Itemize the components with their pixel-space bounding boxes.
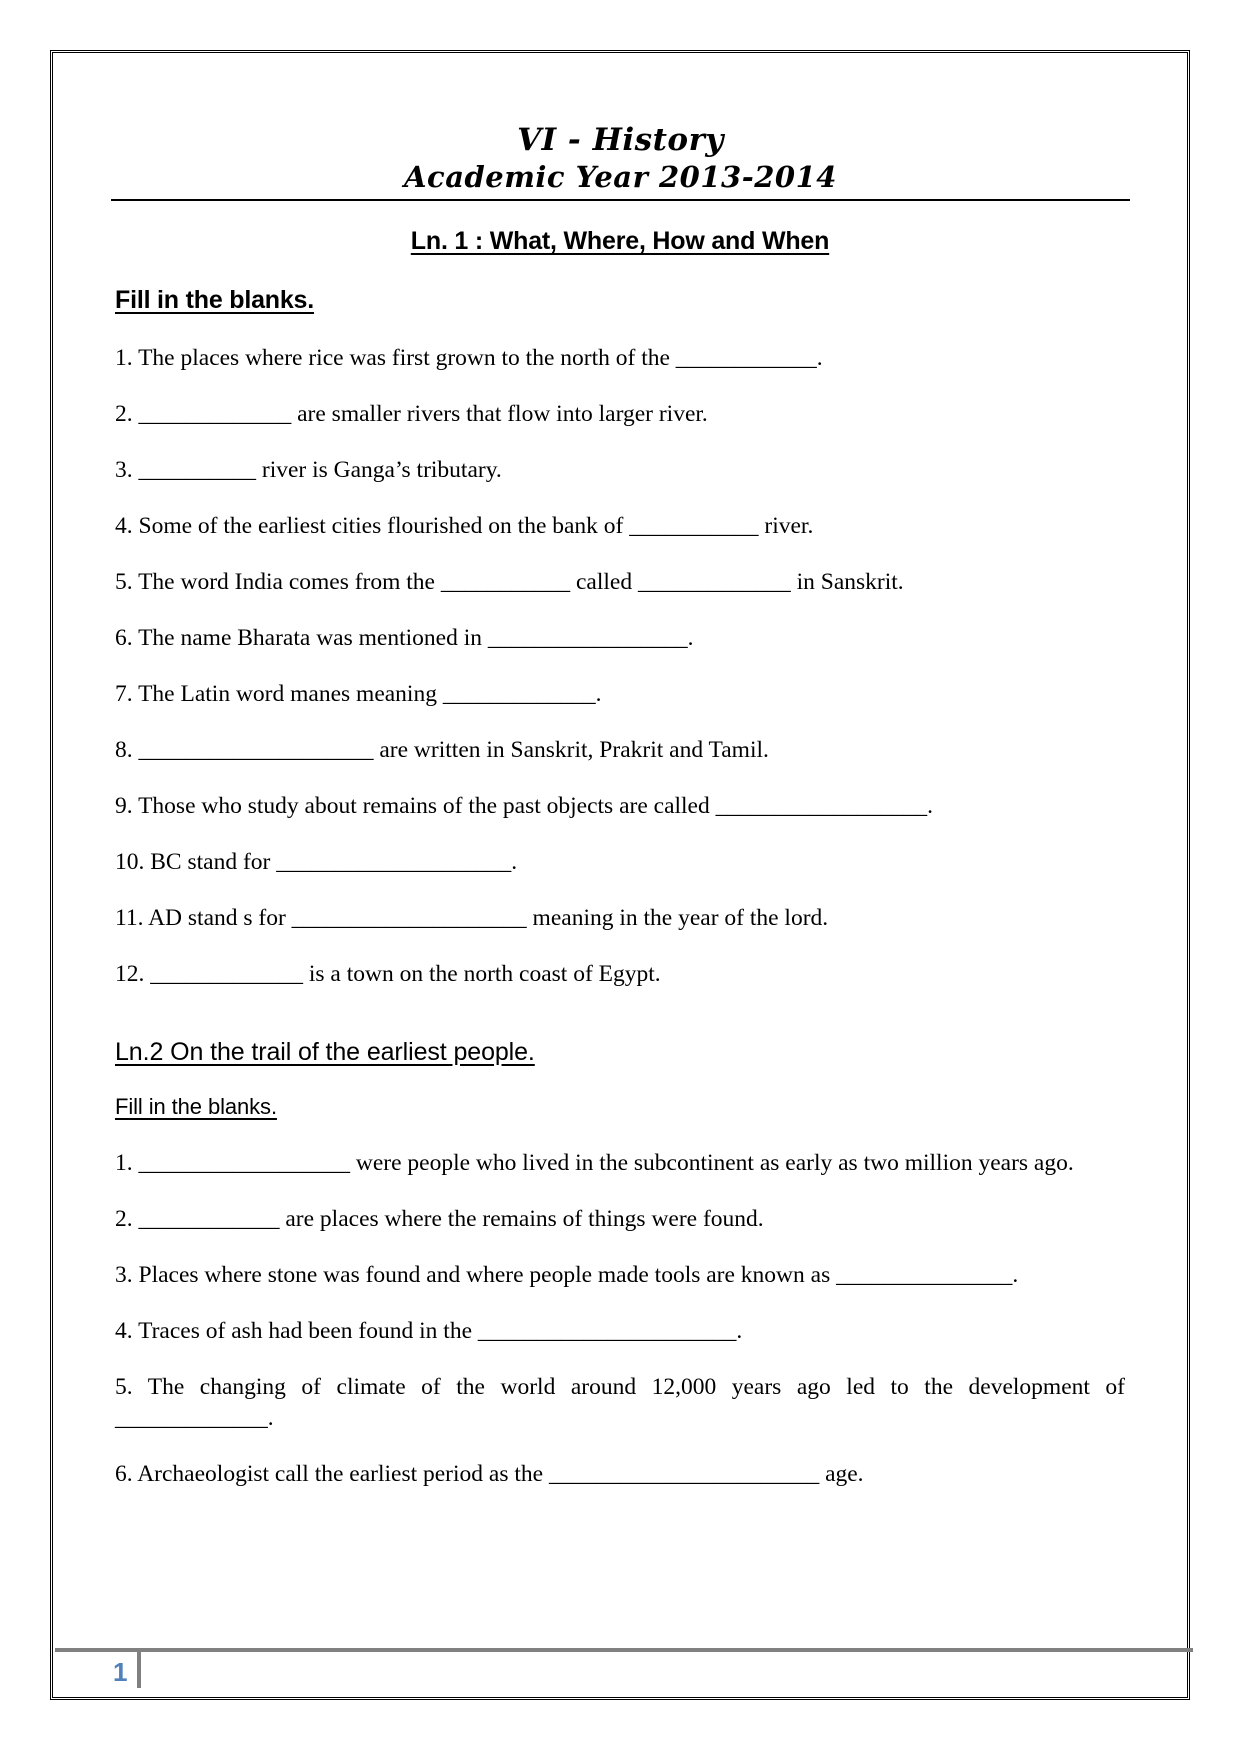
question-item: 2. ____________ are places where the remains of things were found. <box>115 1206 764 1233</box>
page-footer <box>55 1648 1193 1692</box>
question-item: 12. _____________ is a town on the north coast of Egypt. <box>115 961 661 988</box>
lesson1-question-list <box>115 343 1125 990</box>
lesson1-section-label-text: Fill in the blanks. <box>115 286 315 315</box>
page-content <box>60 62 1180 1688</box>
question-item: 9. Those who study about remains of the past objects are called __________________. <box>115 793 933 820</box>
question-item: 3. Places where stone was found and where people made tools are known as _______________. <box>115 1262 1019 1289</box>
question-item: 6. The name Bharata was mentioned in _________________. <box>115 625 694 652</box>
question-item: 1. __________________ were people who lived in the subcontinent as early as two million years ago. <box>115 1150 1074 1177</box>
lesson2-heading <box>115 1038 1125 1067</box>
question-item: 2. _____________ are smaller rivers that flow into larger river. <box>115 401 708 428</box>
question-item: 5. The word India comes from the ___________ called _____________ in Sanskrit. <box>115 569 904 596</box>
lesson2-section-label-text: Fill in the blanks. <box>115 1094 277 1120</box>
lesson2-section-label <box>115 1094 1125 1120</box>
lesson2-question-list <box>115 1148 1125 1490</box>
question-item: 4. Traces of ash had been found in the ______________________. <box>115 1318 743 1345</box>
lesson1-section-label <box>115 286 1125 315</box>
document-header <box>111 122 1130 201</box>
lesson1-heading <box>115 227 1125 256</box>
question-item: 8. ____________________ are written in Sanskrit, Prakrit and Tamil. <box>115 737 769 764</box>
question-item: 7. The Latin word manes meaning _____________. <box>115 681 602 708</box>
lesson2-heading-text: Ln.2 On the trail of the earliest people. <box>115 1038 535 1067</box>
question-item: 5. The changing of climate of the world around 12,000 years ago led to the development of _____________. <box>115 1374 1125 1432</box>
question-item: 3. __________ river is Ganga’s tributary. <box>115 457 502 484</box>
footer-content <box>55 1652 1193 1692</box>
question-item: 11. AD stand s for ____________________ meaning in the year of the lord. <box>115 905 829 932</box>
question-item: 6. Archaeologist call the earliest period as the _______________________ age. <box>115 1461 864 1488</box>
page-number: 1 <box>113 1656 128 1687</box>
question-item: 1. The places where rice was first grown to the north of the ____________. <box>115 345 823 372</box>
document-title-academic-year: Academic Year 2013-2014 <box>404 159 837 194</box>
question-item: 4. Some of the earliest cities flourished on the bank of ___________ river. <box>115 513 814 540</box>
document-title-subject: VI - History <box>517 122 724 158</box>
question-item: 10. BC stand for ____________________. <box>115 849 518 876</box>
lesson1-heading-text: Ln. 1 : What, Where, How and When <box>410 227 830 256</box>
footer-vertical-bar <box>137 1652 141 1688</box>
